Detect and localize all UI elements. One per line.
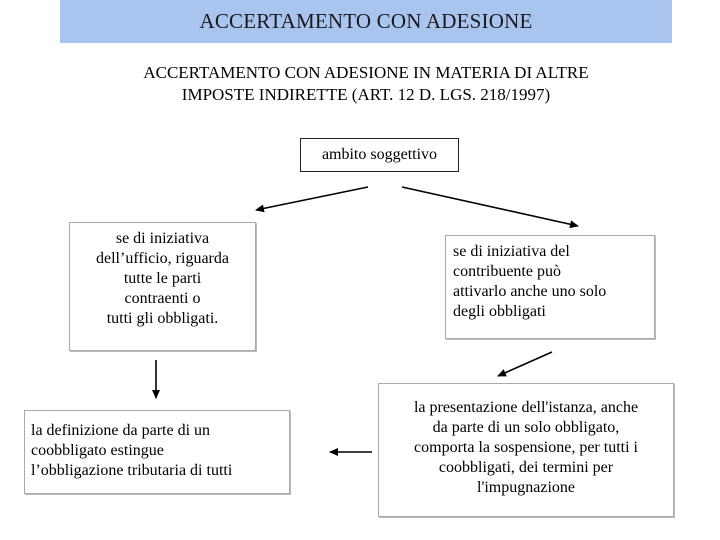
arrow-contribuente-to-presentazione [498, 352, 552, 376]
box-presentazione-text: la presentazione dell'istanza, anche da parte di un solo obbligato, comporta la sospensione, per tutti i coobbligati, dei termini per l'impugnazione [413, 399, 639, 496]
box-contribuente-text: se di iniziativa del contribuente può attivarlo anche uno solo degli obbligati [453, 243, 607, 320]
title-bar [60, 0, 672, 43]
subtitle-text: ACCERTAMENTO CON ADESIONE IN MATERIA DI ALTRE IMPOSTE INDIRETTE (ART. 12 D. LGS. 218/1997) [143, 63, 589, 104]
subtitle [60, 62, 672, 106]
box-ambito-text: ambito soggettivo [321, 146, 438, 163]
box-iniziativa-ufficio [69, 222, 256, 351]
box-iniziativa-contribuente [445, 235, 655, 339]
box-presentazione-istanza [378, 383, 674, 517]
box-ufficio-text: se di iniziativa dell’ufficio, riguarda tutte le parti contraenti o tutti gli obbligati. [96, 230, 229, 327]
box-definizione [24, 410, 290, 494]
arrow-ambito-to-contribuente [402, 187, 578, 226]
page-title: ACCERTAMENTO CON ADESIONE [199, 9, 533, 33]
arrow-ambito-to-ufficio [256, 187, 368, 210]
box-ambito-soggettivo [300, 138, 459, 172]
box-definizione-text: la definizione da parte di un coobbligato estingue l’obbligazione tributaria di tutti [31, 422, 233, 479]
